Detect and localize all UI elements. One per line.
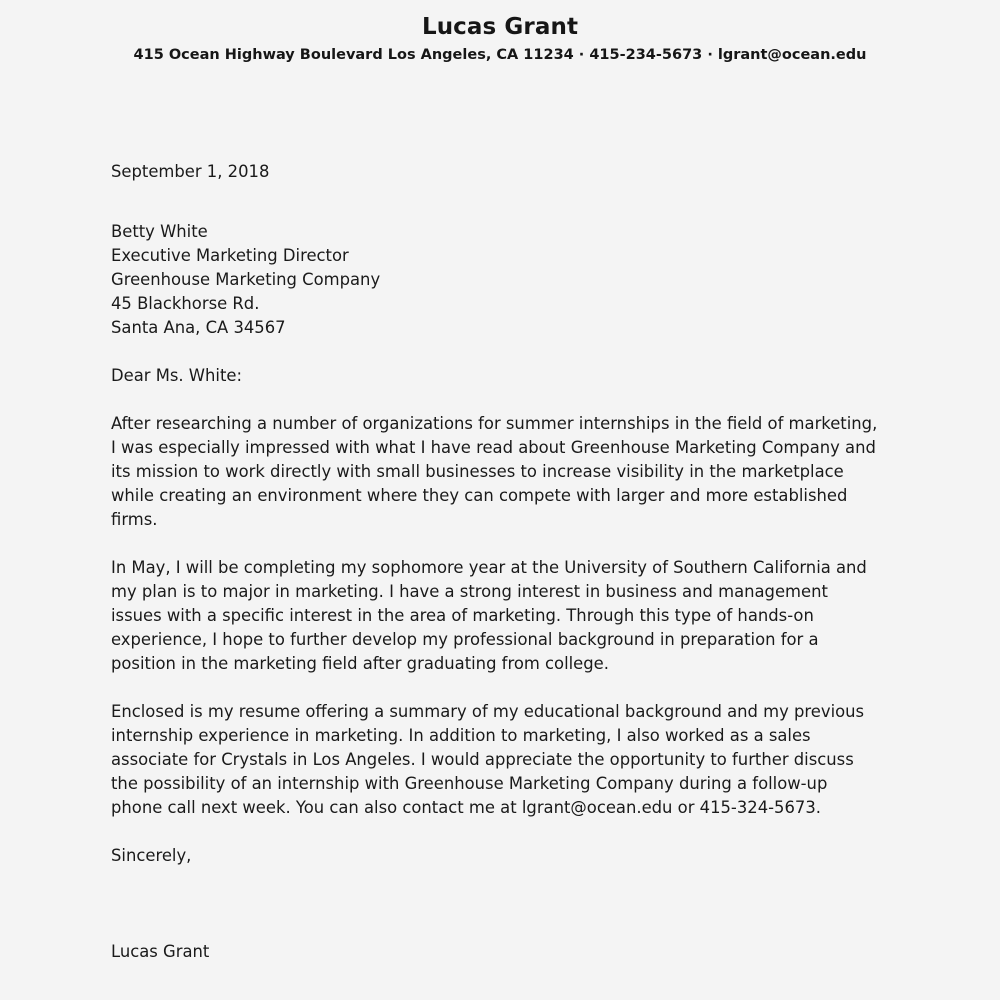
recipient-address-block — [111, 220, 881, 340]
closing-salutation: Sincerely, — [111, 846, 192, 865]
body-paragraph: In May, I will be completing my sophomore year at the University of Southern California and my plan is to major in marketing. I have a strong interest in business and management issues with a specific interest in the area of marketing. Through this type of hands-on experience, I hope to further develop my professional background in preparation for a position in the marketing field after graduating from college. — [111, 558, 867, 673]
recipient-street: 45 Blackhorse Rd. — [111, 294, 260, 313]
letter-date: September 1, 2018 — [111, 162, 270, 181]
signature-space — [111, 868, 881, 940]
body-paragraph: Enclosed is my resume offering a summary of my educational background and my previous internship experience in marketing. In addition to marketing, I also worked as a sales associate for Crystals in Los Angeles. I would appreciate the opportunity to further discuss the possibility of an internship with Greenhouse Marketing Company during a follow-up phone call next week. You can also contact me at lgrant@ocean.edu or 415-324-5673. — [111, 702, 865, 817]
letterhead — [0, 0, 1000, 66]
signature-name: Lucas Grant — [111, 942, 210, 961]
recipient-company: Greenhouse Marketing Company — [111, 270, 381, 289]
salutation: Dear Ms. White: — [111, 366, 242, 385]
recipient-city-state-zip: Santa Ana, CA 34567 — [111, 318, 286, 337]
letterhead-contact-line: 415 Ocean Highway Boulevard Los Angeles, CA 11234 · 415-234-5673 · lgrant@ocean.edu — [133, 47, 867, 63]
recipient-name: Betty White — [111, 222, 208, 241]
recipient-title: Executive Marketing Director — [111, 246, 349, 265]
letterhead-name: Lucas Grant — [421, 14, 579, 40]
body-paragraph: After researching a number of organizations for summer internships in the field of marketing, I was especially impressed with what I have read about Greenhouse Marketing Company and its mission to work directly with small businesses to increase visibility in the marketplace while creating an environment where they can compete with larger and more established firms. — [111, 414, 878, 529]
letter-body — [111, 160, 881, 964]
